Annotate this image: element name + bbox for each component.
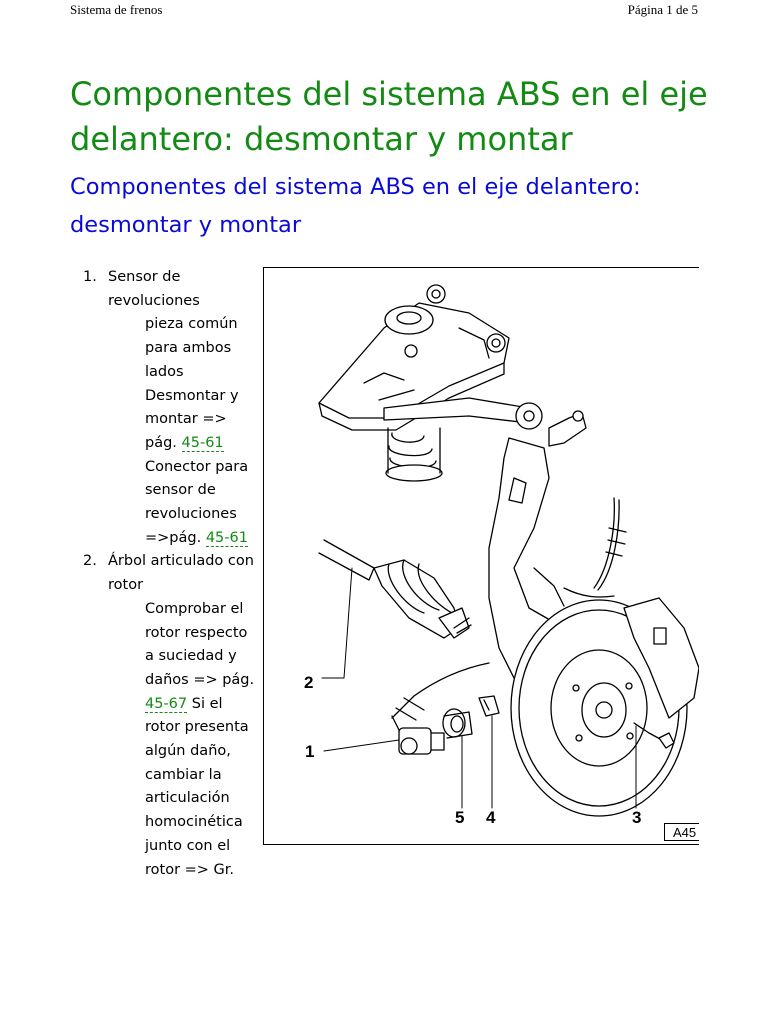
callout-label: 5 — [455, 808, 465, 827]
item-detail — [108, 313, 260, 550]
item-number: 1. — [83, 269, 97, 285]
item-number: 2. — [83, 553, 97, 570]
list-item — [70, 550, 260, 882]
drive-shaft-drawing — [319, 540, 471, 638]
figure-code: A45 — [664, 823, 699, 841]
item-heading: Árbol articulado con rotor — [108, 553, 254, 594]
detail-text: Comprobar el rotor respecto a suciedad y daños => pág. — [145, 600, 255, 688]
callout-label: 3 — [632, 808, 642, 827]
header-section-title: Sistema de frenos — [70, 2, 163, 17]
control-arm-drawing — [384, 398, 586, 446]
speed-sensor-drawing — [392, 716, 444, 754]
detail-text: pieza común para ambos lados — [145, 316, 238, 380]
sensor-clip-drawing — [479, 696, 499, 716]
detail-text: Si el rotor presenta algún daño, cambiar la articulación homocinética junto con el rotor => Gr. — [145, 695, 249, 878]
detail-text: Desmontar y montar => pág. — [145, 387, 239, 451]
section-heading: Componentes del sistema ABS en el eje delantero: desmontar y montar — [70, 174, 641, 238]
detail-text: Conector para sensor de revoluciones =>pág. — [145, 458, 249, 546]
sensor-bushing-drawing — [443, 709, 472, 738]
item-heading: Sensor de revoluciones — [108, 269, 200, 309]
callout-label: 1 — [305, 742, 315, 761]
spring-drawing — [386, 428, 442, 481]
page-reference-link[interactable]: 45-61 — [181, 434, 224, 451]
component-list — [70, 266, 260, 882]
list-item — [70, 266, 260, 550]
exploded-view-figure — [263, 267, 699, 845]
callout-label: 4 — [486, 808, 496, 827]
page-reference-link[interactable]: 45-61 — [205, 529, 248, 546]
item-detail — [108, 598, 260, 882]
suspension-drawing — [264, 268, 699, 845]
page-reference-link[interactable]: 45-67 — [145, 695, 188, 712]
page-title: Componentes del sistema ABS en el eje delantero: desmontar y montar — [70, 75, 708, 158]
callout-label: 2 — [304, 673, 314, 692]
running-header — [70, 0, 698, 20]
brake-disc-drawing — [511, 598, 699, 816]
header-page-number: Página 1 de 5 — [627, 2, 698, 17]
